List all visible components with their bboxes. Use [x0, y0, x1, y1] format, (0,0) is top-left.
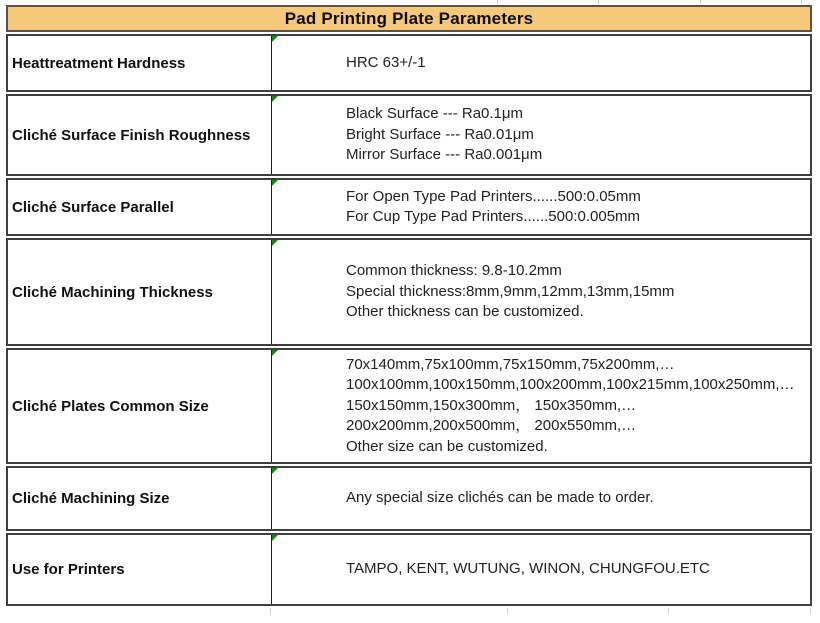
value-cell [272, 535, 810, 604]
gridline-artifact [810, 608, 811, 614]
value-cell [272, 240, 810, 344]
value-cell [272, 36, 810, 90]
value-line: For Open Type Pad Printers......500:0.05mm [346, 187, 641, 205]
param-cell-machining-thickness [8, 240, 272, 344]
value-line: 150x150mm,150x300mm， 150x350mm,… [346, 396, 637, 414]
cell-comment-marker-icon [272, 350, 278, 356]
table-row [6, 94, 812, 176]
table-row [6, 238, 812, 346]
gridline-artifact [801, 0, 802, 4]
value-line: Common thickness: 9.8-10.2mm [346, 262, 562, 280]
table-row [6, 466, 812, 531]
value-line: Bright Surface --- Ra0.01μm [346, 125, 534, 143]
value-line: 200x200mm,200x500mm， 200x550mm,… [346, 417, 637, 435]
cell-comment-marker-icon [272, 36, 278, 42]
table-title [6, 5, 812, 32]
param-cell-machining-size [8, 468, 272, 529]
value-line: 100x100mm,100x150mm,100x200mm,100x215mm,100x250mm,… [346, 376, 795, 394]
param-cell-use-for-printers [8, 535, 272, 604]
table-row [6, 348, 812, 464]
value-cell [272, 350, 810, 462]
param-label: Cliché Machining Size [12, 490, 170, 507]
param-label: Cliché Plates Common Size [12, 397, 209, 415]
gridline-artifact [700, 0, 701, 4]
param-cell-plates-common-size [8, 350, 272, 462]
value-line: Black Surface --- Ra0.1μm [346, 105, 524, 123]
gridline-artifact [270, 608, 271, 614]
value-line: HRC 63+/-1 [346, 53, 426, 71]
value-line: For Cup Type Pad Printers......500:0.005mm [346, 208, 641, 225]
param-label: Cliché Surface Finish Roughness [12, 126, 251, 144]
param-label: Cliché Machining Thickness [12, 283, 213, 301]
cell-comment-marker-icon [272, 240, 278, 246]
gridline-artifact [598, 0, 599, 4]
table-row [6, 533, 812, 606]
value-cell [272, 180, 810, 234]
table-row [6, 34, 812, 92]
table-row [6, 178, 812, 236]
value-line: Other thickness can be customized. [346, 303, 584, 321]
cell-comment-marker-icon [272, 535, 278, 541]
table-title-text: Pad Printing Plate Parameters [284, 8, 534, 28]
value-cell [272, 468, 810, 529]
cell-comment-marker-icon [272, 96, 278, 102]
cell-comment-marker-icon [272, 180, 278, 186]
cell-comment-marker-icon [272, 468, 278, 474]
gridline-artifact [668, 608, 669, 614]
param-label: Heattreatment Hardness [12, 54, 186, 72]
value-line: 70x140mm,75x100mm,75x150mm,75x200mm,… [346, 355, 675, 373]
gridline-artifact [507, 608, 508, 614]
spec-table [6, 5, 812, 608]
value-cell [272, 96, 810, 174]
param-label: Cliché Surface Parallel [12, 198, 174, 216]
value-line: Mirror Surface --- Ra0.001μm [346, 146, 543, 164]
param-cell-surface-parallel [8, 180, 272, 234]
param-label: Use for Printers [12, 561, 125, 578]
value-line: Special thickness:8mm,9mm,12mm,13mm,15mm [346, 282, 675, 300]
param-cell-heattreatment-hardness [8, 36, 272, 90]
value-line: Other size can be customized. [346, 437, 548, 455]
value-line: Any special size clichés can be made to order. [346, 489, 654, 507]
param-cell-surface-finish-roughness [8, 96, 272, 174]
value-line: TAMPO, KENT, WUTUNG, WINON, CHUNGFOU.ETC [346, 560, 710, 578]
gridline-artifact [497, 0, 498, 4]
